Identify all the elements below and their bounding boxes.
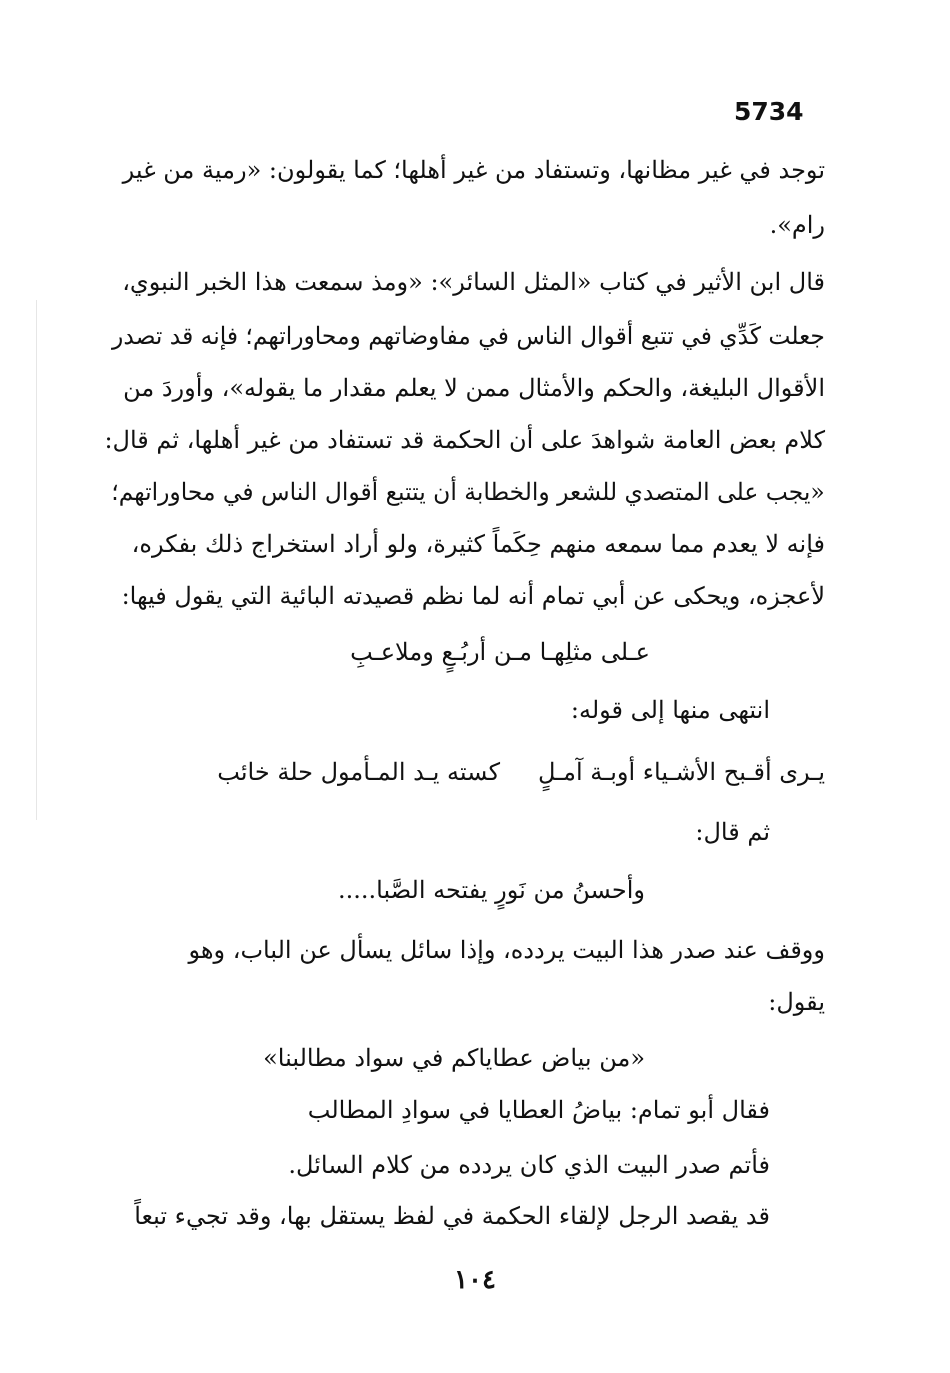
paragraph-2-line-2: جعلت كَدِّي في تتبع أقوال الناس في مفاوضاتهم ومحاوراتهم؛ فإنه قد تصدر bbox=[112, 322, 825, 350]
last-line: قد يقصد الرجل لإلقاء الحكمة في لفظ يستقل بها، وقد تجيء تبعاً bbox=[134, 1202, 770, 1230]
paragraph-1-line-2: رام». bbox=[769, 211, 825, 239]
paragraph-2-line-5: «يجب على المتصدي للشعر والخطابة أن يتتبع أقوال الناس في محاوراتهم؛ bbox=[111, 478, 825, 506]
completed-line: فأتم صدر البيت الذي كان يردده من كلام السائل. bbox=[288, 1151, 770, 1179]
quote-line: «من بياض عطاياكم في سواد مطالبنا» bbox=[263, 1044, 645, 1072]
page-number: ١٠٤ bbox=[454, 1265, 496, 1295]
intro-line: انتهى منها إلى قوله: bbox=[570, 696, 770, 724]
then-said-line: ثم قال: bbox=[695, 818, 770, 846]
verse-2-second-half: كسته يـد المـأمول حلة خائب bbox=[217, 758, 500, 786]
abu-tammam-line: فقال أبو تمام: بياضُ العطايا في سوادِ المطالب bbox=[307, 1096, 770, 1124]
scan-edge-line bbox=[36, 300, 37, 820]
verse-1: عـلى مثلِهـا مـن أربُـعٍ وملاعـبِ bbox=[350, 638, 650, 666]
paragraph-2-line-6: فإنه لا يعدم مما سمعه منهم حِكَماً كثيرة، ولو أراد استخراج ذلك بفكره، bbox=[131, 530, 825, 558]
paragraph-3-line-2: يقول: bbox=[768, 988, 825, 1016]
paragraph-2-line-3: الأقوال البليغة، والحكم والأمثال ممن لا يعلم مقدار ما يقوله»، وأوردَ من bbox=[123, 374, 825, 402]
paragraph-2-line-7: لأعجزه، ويحكى عن أبي تمام أنه لما نظم قصيدته البائية التي يقول فيها: bbox=[121, 582, 825, 610]
verse-3: وأحسنُ من نَورٍ يفتحه الصَّبا..... bbox=[338, 876, 645, 904]
page-id: 5734 bbox=[734, 97, 804, 126]
paragraph-3-line-1: ووقف عند صدر هذا البيت يردده، وإذا سائل يسأل عن الباب، وهو bbox=[188, 936, 825, 964]
verse-2-first-half: يـرى أقـبح الأشـياء أوبـة آمـلٍ bbox=[537, 758, 825, 786]
paragraph-2-line-1: قال ابن الأثير في كتاب «المثل السائر»: «ومذ سمعت هذا الخبر النبوي، bbox=[122, 268, 825, 296]
paragraph-2-line-4: كلام بعض العامة شواهدَ على أن الحكمة قد تستفاد من غير أهلها، ثم قال: bbox=[104, 426, 825, 454]
paragraph-1-line-1: توجد في غير مظانها، وتستفاد من غير أهلها؛ كما يقولون: «رمية من غير bbox=[122, 156, 825, 184]
